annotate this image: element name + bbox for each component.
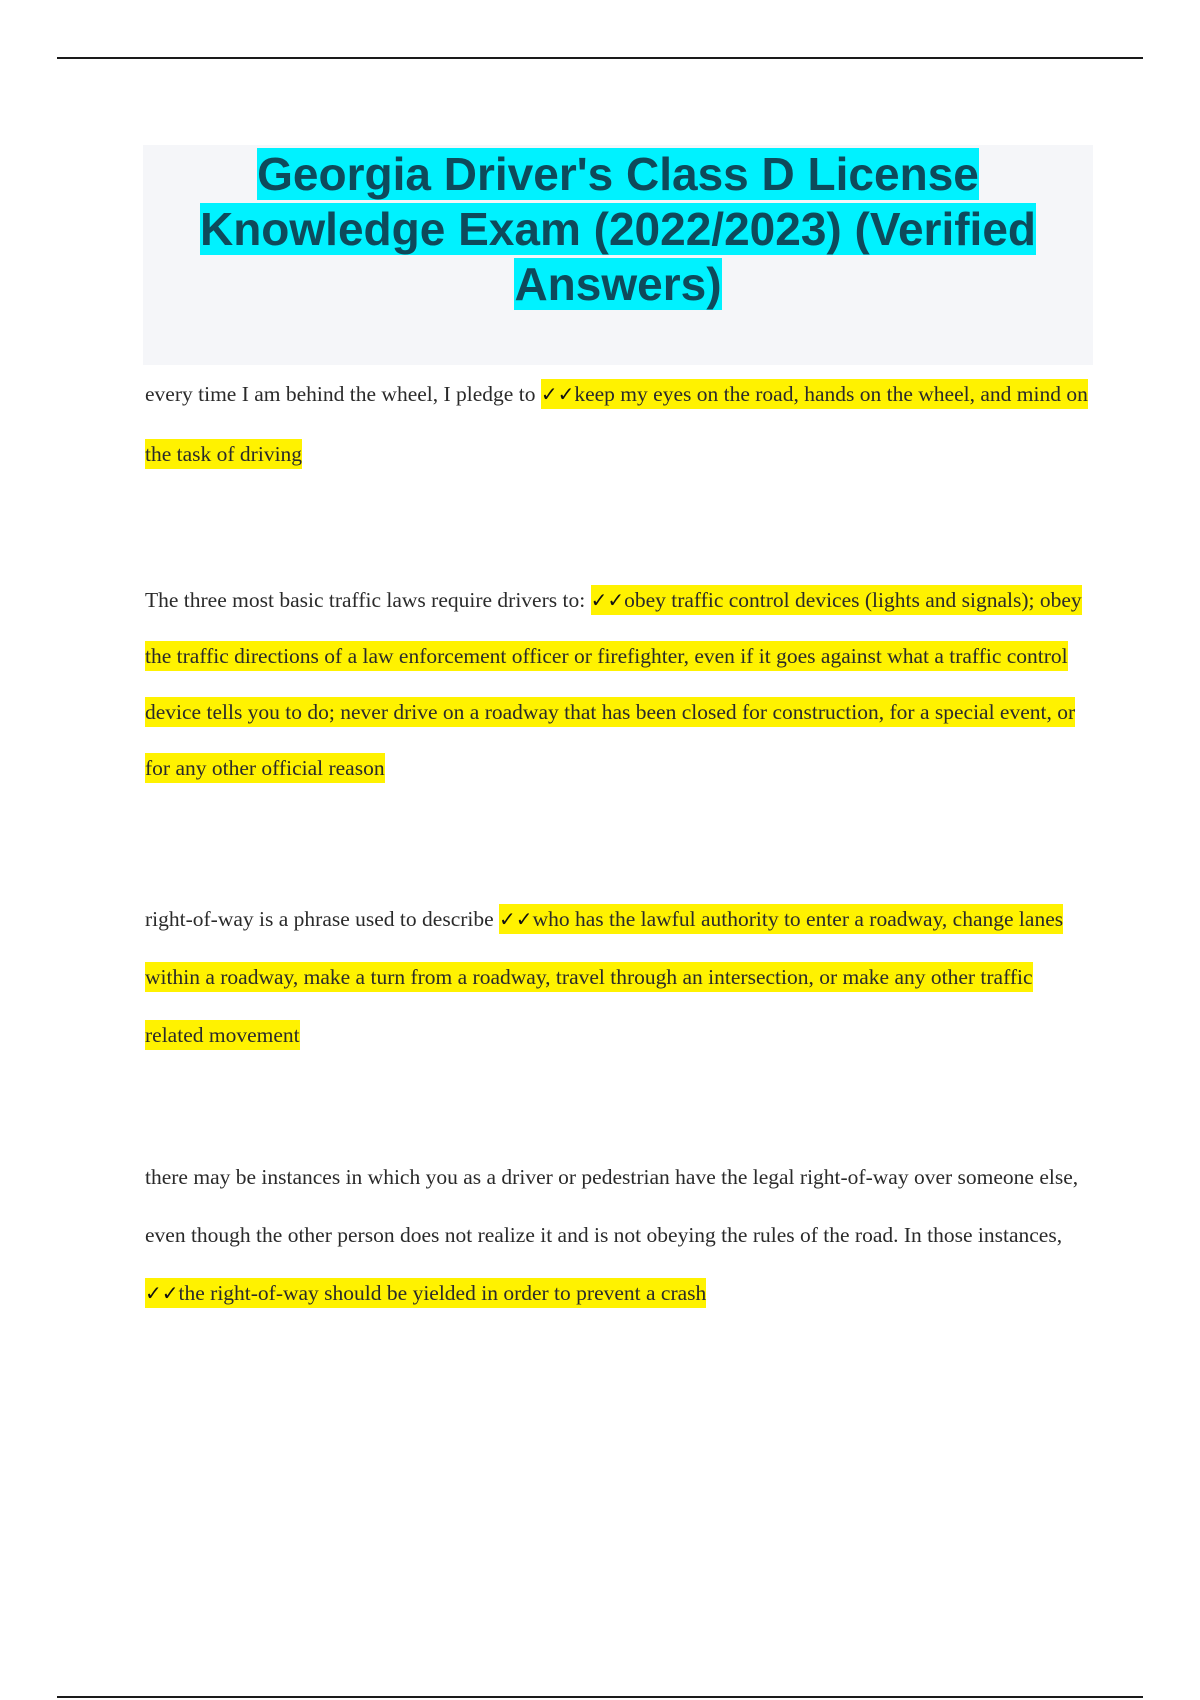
document-title — [143, 147, 1093, 312]
answer-text: who has the lawful authority to enter a roadway, change lanes within a roadway, make a turn from a roadway, travel through an intersection, or make any other traffic related movement — [145, 907, 1064, 1047]
answer-text: keep my eyes on the road, hands on the wheel, and mind on the task of driving — [145, 382, 1088, 466]
answer-highlight — [145, 1278, 706, 1308]
page-top-rule — [57, 57, 1143, 59]
question-text: every time I am behind the wheel, I pledge to — [145, 382, 536, 406]
page-bottom-rule — [57, 1696, 1143, 1698]
document-title-text: Georgia Driver's Class D License Knowledge Exam (2022/2023) (Verified Answers) — [199, 148, 1037, 310]
qa-item-1 — [145, 364, 1090, 484]
answer-highlight — [145, 585, 1082, 783]
answer-text: the right-of-way should be yielded in order to prevent a crash — [178, 1281, 707, 1305]
qa-item-2 — [145, 572, 1090, 796]
double-check-icon: ✓✓ — [540, 382, 575, 406]
answer-text: obey traffic control devices (lights and signals); obey the traffic directions of a law enforcement officer or firefighter, even if it goes against what a traffic control device tells you to do; never drive on a roadway that has been closed for construction, for a special event, or for any other official reason — [145, 588, 1082, 780]
qa-item-4 — [145, 1148, 1090, 1322]
double-check-icon: ✓✓ — [499, 907, 533, 931]
double-check-icon: ✓✓ — [590, 588, 625, 612]
question-text: right-of-way is a phrase used to describe — [145, 907, 494, 931]
double-check-icon: ✓✓ — [145, 1281, 179, 1305]
title-block — [143, 145, 1093, 365]
question-text: there may be instances in which you as a driver or pedestrian have the legal right-of-way over someone else, even though the other person does not realize it and is not obeying the rules of the road. In those instances, — [145, 1165, 1079, 1247]
qa-item-3 — [145, 890, 1090, 1064]
question-text: The three most basic traffic laws require drivers to: — [145, 588, 586, 612]
